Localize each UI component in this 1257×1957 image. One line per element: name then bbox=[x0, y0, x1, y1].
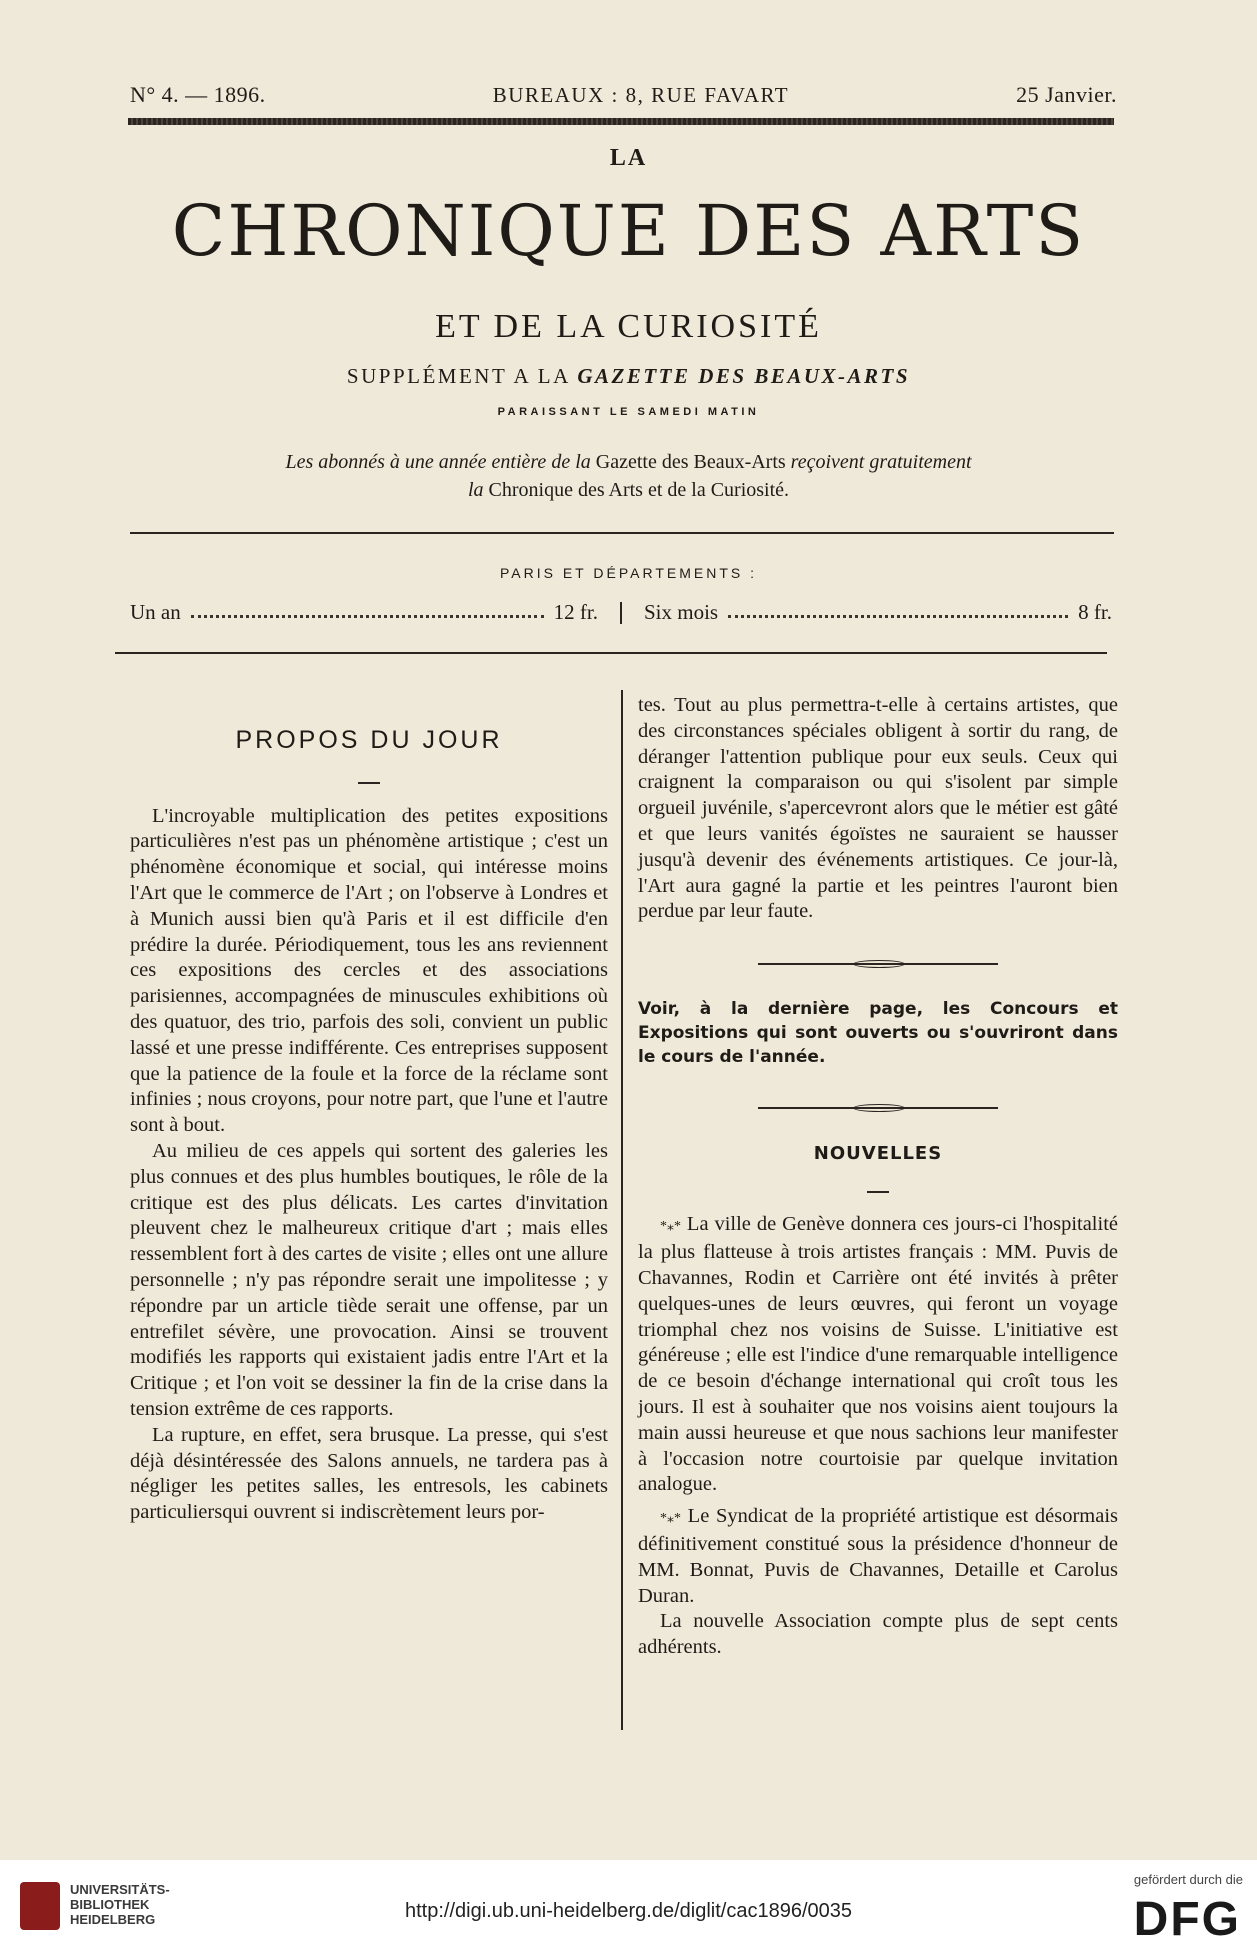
leader-dots bbox=[191, 593, 544, 618]
six-mois-price: 8 fr. bbox=[1078, 600, 1112, 624]
heading-dash bbox=[130, 766, 608, 792]
right-column bbox=[638, 693, 1118, 1661]
heading-dash bbox=[638, 1175, 1118, 1201]
issue-number: N° 4. — 1896. bbox=[130, 82, 266, 107]
abonnes-text-2: Gazette des Beaux-Arts bbox=[595, 451, 786, 473]
masthead-subtitle: ET DE LA CURIOSITÉ bbox=[435, 308, 822, 345]
supplement-line bbox=[0, 364, 1257, 389]
supplement-name: GAZETTE DES BEAUX-ARTS bbox=[577, 364, 911, 388]
leader-dots bbox=[728, 593, 1068, 618]
news-item: La nouvelle Association compte plus de sept cents adhérents. bbox=[638, 1610, 1118, 1659]
abonnes-text-4: la bbox=[467, 479, 484, 501]
digitization-footer bbox=[0, 1860, 1257, 1957]
ornament-divider bbox=[638, 947, 1118, 973]
permalink[interactable]: http://digi.ub.uni-heidelberg.de/diglit/cac1896/0035 bbox=[405, 1900, 852, 1922]
article-paragraph: La rupture, en effet, sera brusque. La presse, qui s'est déjà désintéressée des Salons annuels, ne tardera pas à négliger les petites salles, les entresols, les cabinets particuliersqui ouvrent si indiscrètement leurs por- bbox=[130, 1423, 608, 1524]
news-item bbox=[638, 1504, 1118, 1609]
issue-header bbox=[130, 82, 1117, 108]
news-text: Le Syndicat de la propriété artistique est désormais définitivement constitué sous la présidence d'honneur de MM. Bonnat, Puvis de Chavannes, Detaille et Carolus Duran. bbox=[638, 1505, 1118, 1607]
left-column bbox=[130, 728, 608, 1526]
abonnes-text-5: Chronique des Arts et de la Curiosité. bbox=[488, 479, 790, 501]
asterism: *⁎* bbox=[660, 1219, 681, 1235]
abonnes-text-3: reçoivent gratuitement bbox=[790, 451, 972, 473]
masthead-title: CHRONIQUE DES ARTS bbox=[171, 190, 1086, 272]
publication-schedule: PARAISSANT LE SAMEDI MATIN bbox=[497, 406, 760, 418]
column-divider bbox=[621, 690, 623, 1730]
article-paragraph: L'incroyable multiplication des petites expositions particulières n'est pas un phénomène artistique ; c'est un phénomène économique et social, qui intéresse moins l'Art que le commerce de l'Art ; on l'observe à Londres et à Munich aussi bien qu'à Paris et il est difficile d'en prédire la durée. Périodiquement, tous les ans reviennent ces expositions des cercles et des associations parisiennes, accompagnées de minuscules exhibitions où des quatuor, des trio, parfois des soli, convient un public lassé et une presse indifférente. Ces entreprises supposent que la patience de la foule et la force de la réclame sont infinies ; nous croyons, pour notre part, que l'une et l'autre sont à bout. bbox=[130, 804, 608, 1137]
un-an-label: Un an bbox=[130, 600, 181, 624]
concours-notice: Voir, à la dernière page, les Concours et Expositions qui sont ouverts ou s'ouvriront dans le cours de l'année. bbox=[638, 998, 1118, 1067]
ornament-divider bbox=[638, 1091, 1118, 1117]
masthead-rule bbox=[130, 532, 1114, 534]
funded-by-label: gefördert durch die bbox=[1133, 1872, 1243, 1887]
issue-date: 25 Janvier. bbox=[1016, 82, 1117, 107]
subscriber-note bbox=[150, 448, 1107, 504]
subscription-prices bbox=[130, 600, 1112, 625]
asterism: *⁎* bbox=[660, 1511, 681, 1527]
news-item bbox=[638, 1212, 1118, 1498]
library-name: UNIVERSITÄTS- BIBLIOTHEK HEIDELBERG bbox=[70, 1882, 170, 1927]
price-rule bbox=[115, 652, 1107, 654]
supplement-prefix: SUPPLÉMENT A LA bbox=[346, 364, 570, 388]
news-text: La ville de Genève donnera ces jours-ci l'hospitalité la plus flatteuse à trois artistes français : MM. Puvis de Chavannes, Rodin et Carrière ont été invités à prêter quelques-unes de leurs œuvres, qui feront un voyage triomphal chez nos voisins de Suisse. L'initiative est généreuse ; elle est l'indice d'une remarquable intelligence de ce besoin d'échange international qui croît tous les jours. Il est à souhaiter que nos voisins aient toujours la main aussi heureuse et que nous sachions leur manifester à l'occasion notre courtoisie par quelque invitation analogue. bbox=[638, 1213, 1118, 1496]
un-an-price: 12 fr. bbox=[553, 600, 598, 624]
header-rule bbox=[128, 118, 1114, 125]
abonnes-text-1: Les abonnés à une année entière de la bbox=[285, 451, 591, 473]
article-continuation: tes. Tout au plus permettra-t-elle à certains artistes, que des circonstances spéciales obligent à sortir du rang, de déranger l'attention publique pour eux seuls. Ceux qui craignent la comparaison ou qui s'isolent par simple orgueil juvénile, s'apercevront alors que le métier est gâté et que leurs vanités égoïstes ne sauraient se hausser jusqu'à devenir des événements artistiques. Ce jour-là, l'Art aura gagné la partie et les peintres l'auront bien perdue par leur faute. bbox=[638, 694, 1118, 923]
dfg-logo: DFG bbox=[1133, 1893, 1241, 1946]
article-heading: PROPOS DU JOUR bbox=[235, 726, 503, 754]
bureaux-address: BUREAUX : 8, RUE FAVART bbox=[492, 83, 790, 107]
article-paragraph: Au milieu de ces appels qui sortent des galeries les plus connues et des plus humbles boutiques, le rôle de la critique est des plus délicats. Les cartes d'invitation pleuvent chez le malheureux critique d'art ; mais elles ressemblent fort à des cartes de visite ; elles ont une allure personnelle ; n'y pas répondre serait une impolitesse ; y répondre par un article tiède serait une offense, par un entrefilet sévère, une provocation. Ainsi se trouvent modifiés les rapports qui existaient jadis entre l'Art et la Critique ; et l'on voit se dessiner la fin de la crise dans la tension extrême de ces rapports. bbox=[130, 1139, 608, 1420]
news-heading: NOUVELLES bbox=[813, 1142, 943, 1164]
masthead-la: LA bbox=[609, 145, 648, 171]
subscription-heading: PARIS ET DÉPARTEMENTS : bbox=[499, 565, 757, 581]
six-mois-label: Six mois bbox=[644, 600, 719, 624]
